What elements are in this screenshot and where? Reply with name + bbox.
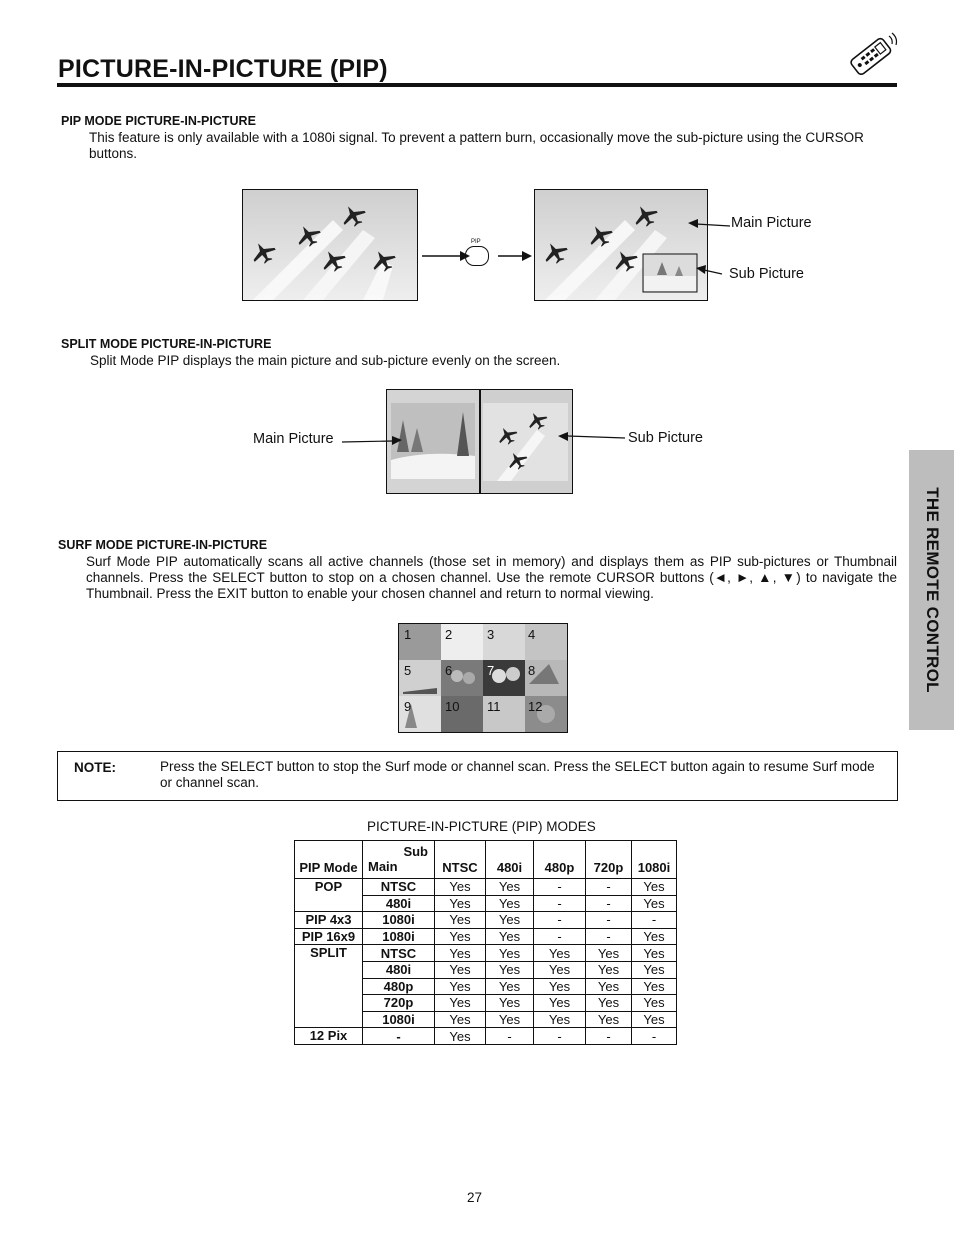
pip-button-label: PIP [471,239,481,245]
remote-control-icon [845,28,901,80]
pip-label-arrows [684,214,734,284]
row-pip-mode [295,895,363,912]
row-pip-mode [295,995,363,1012]
surf-mode-heading: SURF MODE PICTURE-IN-PICTURE [58,538,268,552]
thumbnail-number: 11 [487,699,501,714]
split-label-arrows [342,428,632,450]
thumbnail-number: 2 [445,627,453,642]
row-value: Yes [632,879,677,896]
header-column: 720p [586,841,632,879]
row-value: Yes [486,945,534,962]
pip-modes-table [294,840,677,1045]
table-header-row [295,841,677,879]
header-column: NTSC [435,841,486,879]
row-value: - [586,1028,632,1045]
table-row [295,879,677,896]
surf-thumbnail-grid [398,623,568,733]
thumbnail-number: 4 [528,627,536,642]
row-value: - [534,895,586,912]
row-value: Yes [435,912,486,929]
split-mode-text: Split Mode PIP displays the main picture and sub-picture evenly on the screen. [90,353,561,368]
row-value: Yes [486,895,534,912]
row-value: Yes [632,895,677,912]
row-value: Yes [435,1011,486,1028]
thumbnail-number: 6 [445,663,453,678]
thumbnail-number: 7 [487,663,495,678]
row-main-signal: NTSC [363,879,435,896]
row-main-signal: 480i [363,895,435,912]
row-pip-mode [295,978,363,995]
table-row [295,1011,677,1028]
row-value: - [632,912,677,929]
row-pip-mode: SPLIT [295,945,363,962]
row-value: Yes [486,912,534,929]
thumbnail-number: 5 [404,663,412,678]
row-value: Yes [435,895,486,912]
row-main-signal: 480i [363,961,435,978]
row-main-signal: 1080i [363,928,435,945]
row-pip-mode: PIP 16x9 [295,928,363,945]
row-value: Yes [632,1011,677,1028]
row-value: Yes [632,978,677,995]
surf-mode-text: Surf Mode PIP automatically scans all active channels (those set in memory) and displays them as PIP sub-pictures or Thumbnail channels. Press the SELECT button to stop on a chosen channel. Use the remote CURSOR buttons (◄, ►, ▲, ▼) to navigate the Thumbnail. Press the EXIT button to enable your chosen channel and return to normal viewing. [86,554,897,601]
row-value: Yes [486,995,534,1012]
row-value: Yes [435,945,486,962]
row-value: Yes [435,1028,486,1045]
page-number: 27 [467,1190,483,1205]
table-row [295,961,677,978]
thumbnail-number: 3 [487,627,495,642]
row-value: Yes [586,1011,632,1028]
row-value: Yes [586,961,632,978]
note-text: Press the SELECT button to stop the Surf mode or channel scan. Press the SELECT button again to resume Surf mode or channel scan. [160,759,875,790]
header-main: Main [368,859,398,874]
row-pip-mode [295,961,363,978]
row-value: Yes [486,928,534,945]
table-row [295,895,677,912]
row-value: Yes [534,961,586,978]
table-caption: PICTURE-IN-PICTURE (PIP) MODES [367,819,596,834]
header-column: 480i [486,841,534,879]
pip-main-picture-before [242,189,418,301]
side-tab-label: THE REMOTE CONTROL [922,487,942,693]
row-value: Yes [435,978,486,995]
row-value: Yes [486,879,534,896]
row-value: Yes [534,995,586,1012]
thumbnail-number: 9 [404,699,412,714]
split-sub-picture-label: Sub Picture [628,430,703,446]
thumbnail-number: 12 [528,699,543,714]
row-value: - [534,1028,586,1045]
pip-main-picture-after [534,189,708,301]
header-sub: Sub [403,844,428,859]
row-pip-mode: 12 Pix [295,1028,363,1045]
row-value: - [534,928,586,945]
header-column: 480p [534,841,586,879]
row-main-signal: 480p [363,978,435,995]
row-value: - [534,912,586,929]
row-value: Yes [534,978,586,995]
page-title: PICTURE-IN-PICTURE (PIP) [58,55,388,83]
row-value: - [632,1028,677,1045]
row-value: Yes [586,945,632,962]
row-value: Yes [586,978,632,995]
split-main-picture-label: Main Picture [253,431,334,447]
row-value: Yes [632,995,677,1012]
pip-sub-picture-label: Sub Picture [729,266,804,282]
row-value: Yes [632,961,677,978]
table-row [295,978,677,995]
header-main-sub-cell [363,841,435,879]
row-value: - [586,928,632,945]
side-tab [909,450,954,730]
row-value: - [534,879,586,896]
row-main-signal: 1080i [363,912,435,929]
table-row [295,995,677,1012]
row-value: - [486,1028,534,1045]
row-value: Yes [632,928,677,945]
thumbnail-number: 10 [445,699,460,714]
row-value: Yes [435,961,486,978]
row-main-signal: - [363,1028,435,1045]
row-main-signal: NTSC [363,945,435,962]
pip-mode-heading: PIP MODE PICTURE-IN-PICTURE [61,114,256,128]
row-value: Yes [486,961,534,978]
row-value: Yes [486,978,534,995]
row-value: Yes [586,995,632,1012]
row-main-signal: 1080i [363,1011,435,1028]
thumbnail-number: 1 [404,627,412,642]
row-pip-mode: PIP 4x3 [295,912,363,929]
row-value: Yes [435,995,486,1012]
table-row [295,912,677,929]
row-pip-mode: POP [295,879,363,896]
row-value: - [586,879,632,896]
split-mode-heading: SPLIT MODE PICTURE-IN-PICTURE [61,337,272,351]
table-row [295,928,677,945]
pip-mode-text: This feature is only available with a 1080i signal. To prevent a pattern burn, occasionally move the sub-picture using the CURSOR buttons. [89,130,864,161]
row-main-signal: 720p [363,995,435,1012]
row-value: Yes [534,945,586,962]
title-rule [57,83,897,87]
thumbnail-number: 8 [528,663,536,678]
pip-button[interactable] [465,246,489,266]
row-value: Yes [632,945,677,962]
row-value: Yes [486,1011,534,1028]
header-pip-mode: PIP Mode [295,841,363,879]
table-body [295,879,677,1045]
header-column: 1080i [632,841,677,879]
row-value: Yes [534,1011,586,1028]
row-value: Yes [435,879,486,896]
note-box [57,751,898,801]
note-label: NOTE: [74,760,116,775]
table-row [295,1028,677,1045]
table-row [295,945,677,962]
row-value: - [586,895,632,912]
row-pip-mode [295,1011,363,1028]
pip-main-picture-label: Main Picture [731,215,812,231]
row-value: - [586,912,632,929]
row-value: Yes [435,928,486,945]
